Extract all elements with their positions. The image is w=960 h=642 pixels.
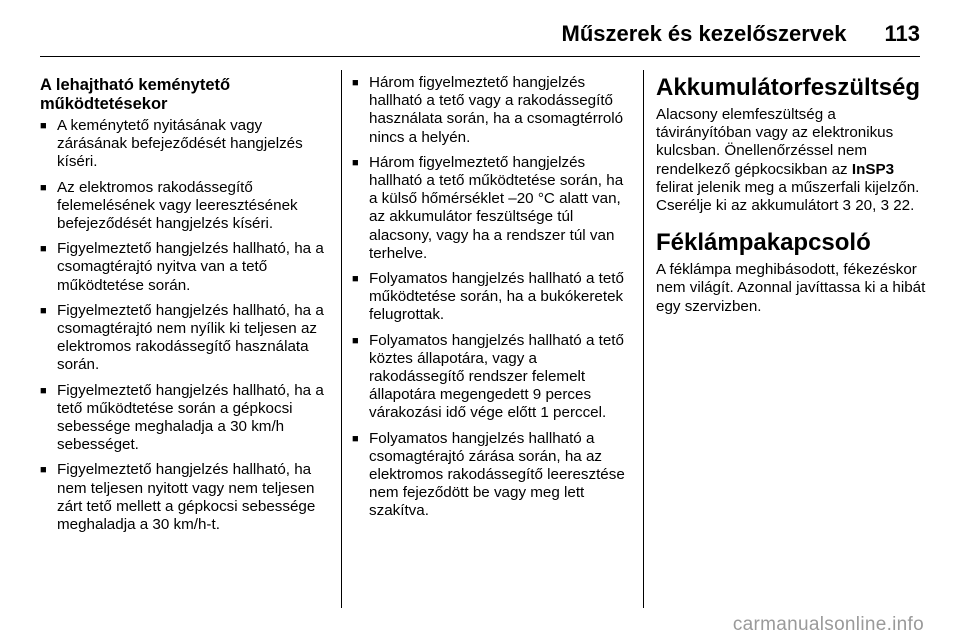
battery-text-a: Alacsony elemfeszültség a távirányítóban vagy az elektronikus kulcsban. Önellenőrzéssel nem rendelkező gépkocsikban az	[656, 106, 894, 178]
bullet-icon: ■	[40, 243, 47, 256]
column-divider-1	[341, 70, 342, 608]
page-ref-icon: 3	[880, 197, 890, 215]
list-item	[352, 74, 630, 147]
list-item	[40, 382, 328, 455]
page-ref-1: 20,	[851, 197, 881, 215]
list-item	[40, 117, 328, 172]
list-item-text: Figyelmeztető hangjelzés hallható, ha a csomagtérajtó nyitva van a tető működtetése során.	[57, 240, 324, 294]
list-item-text: Figyelmeztető hangjelzés hallható, ha a tető működtetése során a gépkocsi sebessége meghaladja a 30 km/h sebességet.	[57, 381, 324, 454]
list-item	[40, 240, 328, 295]
list-item-text: A keménytető nyitásának vagy zárásának befejeződését hangjelzés kíséri.	[57, 117, 303, 171]
column-divider-2	[643, 70, 644, 608]
page-number: 113	[884, 21, 920, 46]
bullet-icon: ■	[40, 304, 47, 317]
list-item-text: Figyelmeztető hangjelzés hallható, ha a csomagtérajtó nem nyílik ki teljesen az elektromos rakodássegítő használata során.	[57, 301, 324, 374]
list-item-text: Figyelmeztető hangjelzés hallható, ha nem teljesen nyitott vagy nem teljesen zárt tető mellett a gépkocsi sebessége meghaladja a 30 km/h-t.	[57, 461, 316, 534]
watermark: carmanualsonline.info	[732, 614, 924, 635]
column-1	[40, 74, 328, 541]
list-item	[40, 461, 328, 534]
brake-paragraph: A féklámpa meghibásodott, fékezéskor nem világít. Azonnal javíttassa ki a hibát egy szervizben.	[656, 261, 926, 315]
bullet-list-col1	[40, 117, 328, 534]
display-code: InSP3	[851, 160, 895, 178]
bullet-list-col2	[352, 74, 630, 521]
column-2	[352, 74, 630, 528]
list-item-text: Három figyelmeztető hangjelzés hallható a tető működtetése során, ha a külső hőmérséklet –20 °C alatt van, az akkumulátor feszültsége túl alacsony, vagy ha a rendszer túl van terhelve.	[369, 153, 624, 262]
bullet-icon: ■	[40, 384, 47, 397]
bullet-icon: ■	[352, 77, 359, 89]
header-title: Műszerek és kezelőszervek	[561, 21, 847, 46]
list-item	[352, 154, 630, 263]
list-item-text: Három figyelmeztető hangjelzés hallható a tető vagy a rakodássegítő használata során, ha a csomagtérroló nincs a helyén.	[369, 74, 624, 146]
page-ref-2: 22.	[889, 197, 915, 215]
bullet-icon: ■	[352, 273, 359, 286]
list-item	[40, 179, 328, 234]
list-item-text: Folyamatos hangjelzés hallható a tető köztes állapotára, vagy a rakodássegítő rendszer felemelt állapotára megengedett 9 perces várakozási idő vége előtt 1 perccel.	[369, 331, 624, 422]
list-item-text: Az elektromos rakodássegítő felemelésének vagy leeresztésének befejeződését hangjelzés kíséri.	[57, 178, 298, 233]
column-3	[656, 74, 928, 316]
page-header	[40, 16, 920, 52]
page-ref-icon: 3	[842, 197, 851, 215]
bullet-icon: ■	[40, 181, 47, 194]
section-heading-battery: Akkumulátorfeszültség	[656, 74, 921, 101]
list-item-text: Folyamatos hangjelzés hallható a csomagtérajtó zárása során, ha az elektromos rakodássegítő leeresztése nem fejeződött be vagy meg lett szakítva.	[369, 429, 625, 520]
battery-text-b: felirat jelenik meg a műszerfali kijelzőn. Cserélje ki az akkumulátort	[656, 178, 920, 215]
bullet-icon: ■	[352, 432, 359, 445]
section-heading-brake-switch: Féklámpakapcsoló	[656, 229, 871, 257]
bullet-icon: ■	[352, 334, 359, 347]
list-item-text: Folyamatos hangjelzés hallható a tető működtetése során, ha a bukókeretek felugrottak.	[369, 270, 624, 324]
header-rule	[40, 56, 920, 57]
bullet-icon: ■	[352, 156, 359, 169]
list-item	[352, 430, 630, 521]
list-item	[352, 270, 630, 325]
list-item	[40, 302, 328, 375]
bullet-icon: ■	[40, 120, 47, 132]
bullet-icon: ■	[40, 464, 47, 477]
section-subheading: A lehajtható keménytető működtetésekor	[40, 76, 231, 113]
list-item	[352, 332, 630, 423]
battery-paragraph	[656, 106, 928, 215]
